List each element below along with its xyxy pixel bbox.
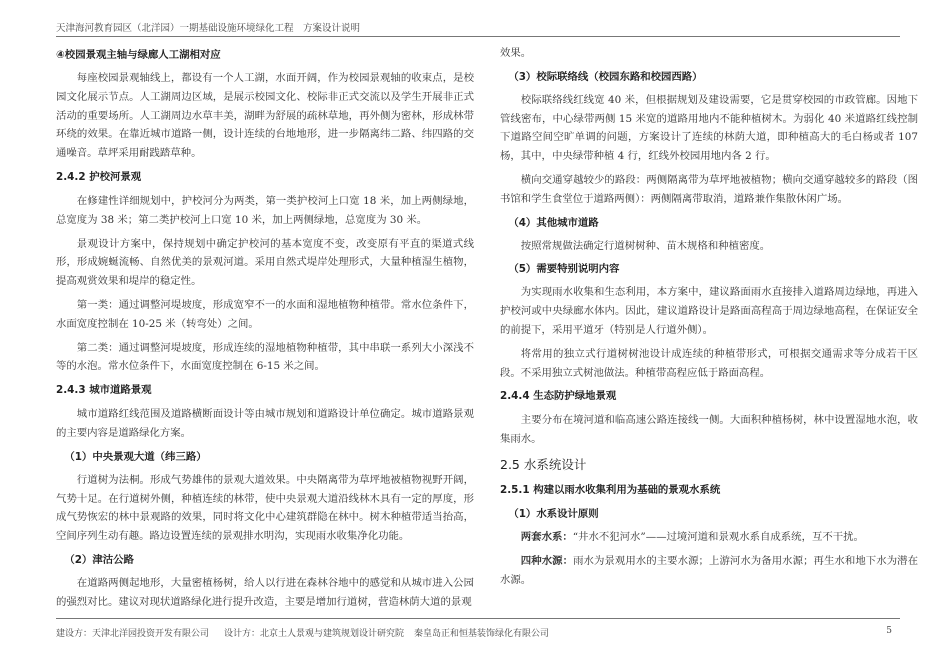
heading-campus-axis: ④校园景观主轴与绿廊人工湖相对应 [56, 49, 221, 61]
heading-central-avenue: （1）中央景观大道（纬三路） [64, 450, 207, 463]
heading-campus-link: （3）校际联络线（校园东路和校园西路） [508, 70, 703, 83]
footer-divider [56, 618, 900, 619]
heading-special-notes: （5）需要特别说明内容 [508, 263, 620, 276]
paragraph-242-4: 第二类：通过调整河堤坡度，形成连续的湿地植物种植带，其中串联一系列大小深浅不等的水泡。常水位条件下，水面宽度控制在 6-15 米之间。 [56, 341, 474, 373]
header-divider [56, 36, 900, 37]
paragraph-jingu-road: 在道路两侧起地形，大量密植杨树，给人以行进在森林谷地中的感觉和从城市进入公园的强烈对比。建议对现状道路绿化进行提升改造，主要是增加行道树，营造林荫大道的景观 [56, 576, 474, 608]
heading-water-principles: （1）水系设计原则 [508, 507, 599, 520]
footer-designer: 设计方：北京土人景观与建筑规划设计研究院 [224, 629, 405, 639]
left-column [56, 44, 474, 616]
paragraph-244: 主要分布在境河道和临高速公路连接线一侧。大面积种植杨树，林中设置湿地水泡，收集雨水。 [500, 414, 918, 446]
paragraph-242-3: 第一类：通过调整河堤坡度，形成宽窄不一的水面和湿地植物种植带。常水位条件下，水面宽度控制在 10-25 米（转弯处）之间。 [56, 298, 474, 330]
paragraph-campus-axis: 每座校园景观轴线上，都设有一个人工湖，水面开阔，作为校园景观轴的收束点，是校园文化展示节点。人工湖周边区域，是展示校园文化、校际非正式交流以及学生开展非正式活动的重要场所。人工湖周边水草丰美，湖畔为舒展的疏林草地，再外侧为密林，形成林带环绕的效果。在靠近城市道路一侧，设计连续的台地地形，进一步隔离纬二路、纬四路的交通噪音。草坪采用耐践踏草种。 [56, 72, 474, 160]
heading-2-4-2: 2.4.2 护校河景观 [56, 170, 142, 183]
right-column [500, 44, 918, 616]
paragraph-242-1: 在修建性详细规划中，护校河分为两类，第一类护校河上口宽 18 米，加上两侧绿地，总宽度为 38 米；第二类护校河上口宽 10 米，加上两侧绿地，总宽度为 30 米。 [56, 194, 474, 226]
paragraph-243: 城市道路红线范围及道路横断面设计等由城市规划和道路设计单位确定。城市道路景观的主要内容是道路绿化方案。 [56, 408, 474, 439]
heading-2-5-1: 2.5.1 构建以雨水收集利用为基础的景观水系统 [500, 483, 721, 496]
paragraph-special-notes-2: 将常用的独立式行道树树池设计成连续的种植带形式，可根据交通需求等分成若干区段。不采用独立式树池做法。种植带高程应低于路面高程。 [500, 347, 918, 379]
footer-partner: 秦皇岛正和恒基装饰绿化有限公司 [414, 629, 550, 639]
paragraph-campus-link-1: 校际联络线红线宽 40 米，但根据规划及建设需要，它是贯穿校园的市政管廊。因地下管线密布，中心绿带两侧 15 米宽的道路用地内不能种植树木。为弱化 40 米道路红线控制下道路空间空旷单调的问题，方案设计了连续的林荫大道，即种植高大的毛白杨或者 107 杨，其中，中央绿带种植 4 行，红线外校园用地内各 2 行。 [500, 93, 918, 163]
page-footer [56, 626, 896, 640]
paragraph-242-2: 景观设计方案中，保持规划中确定护校河的基本宽度不变，改变原有平直的渠道式线形，形成婉蜒流畅、自然优美的景观河道。采用自然式堤岸处理形式，大量种植湿生植物，提高观赏效果和堤岸的稳定性。 [56, 237, 474, 288]
heading-2-4-3: 2.4.3 城市道路景观 [56, 384, 152, 397]
heading-other-roads: （4）其他城市道路 [508, 216, 599, 229]
heading-jingu-road: （2）津沽公路 [64, 553, 134, 566]
lead-four-sources: 四种水源： [520, 554, 574, 567]
page-number: 5 [886, 626, 892, 636]
paragraph-special-notes-1: 为实现雨水收集和生态利用，本方案中，建议路面雨水直接排入道路周边绿地，再进入护校河或中央绿廊水体内。因此，建议道路设计是路面高程高于周边绿地高程，在保证安全的前提下，采用平道牙（特别是人行道外侧）。 [500, 286, 918, 336]
page-header: 天津海河教育园区（北洋园）一期基础设施环境绿化工程 方案设计说明 [56, 23, 361, 34]
lead-two-systems: 两套水系： [520, 530, 573, 543]
paragraph-central-avenue: 行道树为法桐。形成气势雄伟的景观大道效果。中央隔离带为草坪地被植物视野开阔，气势十足。在行道树外侧，种植连续的林带，使中央景观大道沿线林木具有一定的厚度，形成气势恢宏的林中景观路的效果，同时将文化中心建筑群隐在林中。树木种植带适当抬高，空间序列生动有趣。路边设置连续的景观排水明沟，实现雨水收集净化功能。 [56, 473, 474, 543]
paragraph-other-roads: 按照常规做法确定行道树树种、苗木规格和种植密度。 [520, 239, 771, 252]
text-four-sources: 雨水为景观用水的主要水源；上游河水为备用水源；再生水和地下水为潜在水源。 [500, 554, 918, 586]
heading-2-5: 2.5 水系统设计 [500, 456, 587, 472]
paragraph-four-sources [500, 552, 918, 590]
paragraph-campus-link-2: 横向交通穿越较少的路段：两侧隔离带为草坪地被植物；横向交通穿越较多的路段（图书馆和学生食堂位于道路两侧）：两侧隔离带取消，道路兼作集散休闲广场。 [500, 173, 918, 205]
footer-builder: 建设方：天津北洋园投资开发有限公司 [56, 629, 210, 639]
heading-2-4-4: 2.4.4 生态防护绿地景观 [500, 390, 617, 403]
text-two-systems: “井水不犯河水”——过境河道和景观水系自成系统，互不干扰。 [572, 530, 864, 543]
paragraph-continuation: 效果。 [500, 47, 532, 59]
paragraph-two-systems [500, 528, 918, 547]
